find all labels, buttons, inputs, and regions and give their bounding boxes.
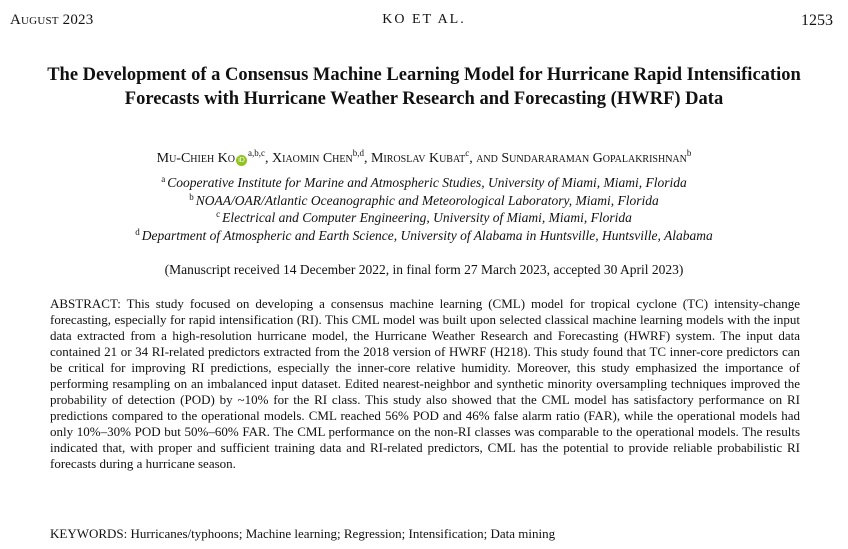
abstract: ABSTRACT: This study focused on developing a consensus machine learning (CML) model for tropical cyclone (TC) intensity-change forecasting, especially for rapid intensification (RI). This CML model was built upon selected classical machine learning models with the input data extracted from a high-resolution hurricane model, the Hurricane Weather Research and Forecasting (HWRF) system. The input data contained 21 or 34 RI-related predictors extracted from the 2018 version of HWRF (H218). This study found that TC inner-core predictors can be critical for improving RI predictions, especially the inner-core relative humidity. Moreover, this study emphasized the importance of performing resampling on an imbalanced input dataset. Edited nearest-neighbor and synthetic minority oversampling techniques improved the probability of detection (POD) by ~10% for the RI class. This study also showed that the CML model has satisfactory performance on RI predictions compared to the operational models. CML reached 56% POD and 46% false alarm ratio (FAR), while the operational models had only 10%–30% POD but 50%–60% FAR. The CML performance on the non-RI classes was comparable to the operational models. The results indicated that, with proper and sufficient training data and RI-related predictors, CML has the potential to provide reliable probabilistic RI forecasts during a hurricane season. <box>50 296 800 472</box>
keywords: KEYWORDS: Hurricanes/typhoons; Machine learning; Regression; Intensification; Data mining <box>50 526 556 541</box>
author-affil-marker: b <box>686 148 692 158</box>
running-header <box>0 12 848 32</box>
affiliations <box>0 174 848 244</box>
author-name: Miroslav Kubat <box>370 151 466 166</box>
author-name: Sundararaman Gopalakrishnan <box>501 151 687 166</box>
page-number: 1253 <box>801 12 833 29</box>
affiliation-line: $^b$ NOAA/OAR/Atlantic Oceanographic and Meteorological Laboratory, Miami, Florida <box>189 191 659 208</box>
paper-title: The Development of a Consensus Machine Learning Model for Hurricane Rapid Intensification Forecasts with Hurricane Weather Research and Forecasting (HWRF) Data <box>47 65 801 109</box>
author-affil-marker: c <box>465 148 470 158</box>
author-name: Xiaomin Chen <box>272 151 353 166</box>
header-authors: KO ET AL. <box>382 12 466 27</box>
orcid-icon[interactable]: iD <box>236 155 247 166</box>
affiliation-line: $^a$ Cooperative Institute for Marine and Atmospheric Studies, University of Miami, Miami, Florida <box>161 174 687 190</box>
author-name: Mu-Chieh Ko <box>156 151 236 166</box>
author-affil-marker: a,b,c <box>248 148 266 158</box>
header-date: August 2023 <box>10 12 94 28</box>
affiliation-line: $^c$ Electrical and Computer Engineering, University of Miami, Miami, Florida <box>216 209 632 225</box>
author-affil-marker: b,d <box>352 148 364 158</box>
author-list: Mu-Chieh Ko iD$^{a,b,c}$, Xiaomin Chen$^{b,d}$, Miroslav Kubat$^c$, and Sundararaman Gopalakrishnan$^b$ <box>156 148 692 166</box>
manuscript-dates: (Manuscript received 14 December 2022, in final form 27 March 2023, accepted 30 April 2023) <box>164 262 684 277</box>
affiliation-line: $^d$ Department of Atmospheric and Earth Science, University of Alabama in Huntsville, Huntsville, Alabama <box>135 226 713 243</box>
